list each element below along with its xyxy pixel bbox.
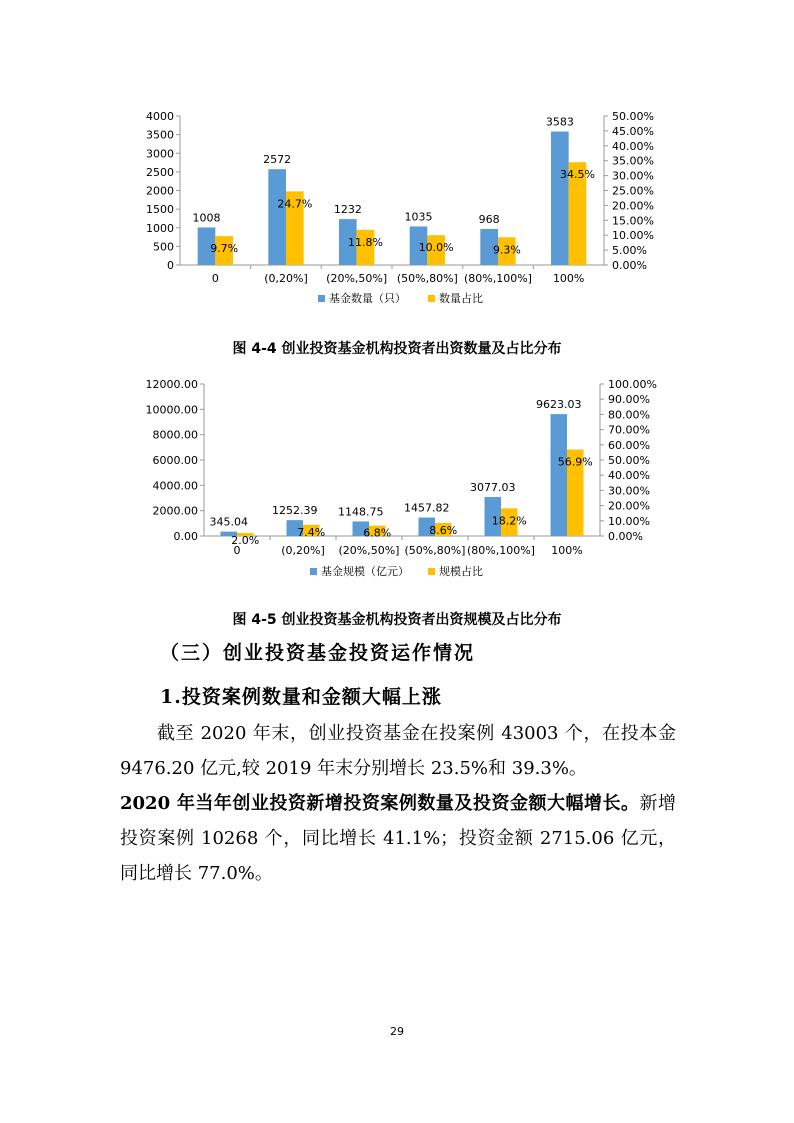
y2-tick-label: 5.00%	[612, 244, 647, 258]
x-tick-label: 100%	[552, 272, 585, 285]
bar-data-label: 2572	[263, 153, 292, 167]
chart-fund-scale-svg	[0, 372, 794, 597]
x-tick-label: (20%,50%]	[326, 272, 388, 285]
y2-tick-label: 15.00%	[612, 214, 654, 228]
y2-tick-label: 10.00%	[612, 229, 654, 243]
x-tick-label: (20%,50%]	[338, 544, 400, 557]
y2-tick-label: 70.00%	[608, 423, 650, 437]
legend-swatch	[428, 568, 435, 575]
chart-fund-scale	[0, 372, 794, 597]
legend-label: 数量占比	[439, 292, 483, 305]
y-tick-label: 0	[167, 259, 174, 272]
y2-tick-label: 80.00%	[608, 408, 650, 422]
share-data-label: 34.5%	[560, 168, 595, 182]
bar-data-label: 345.04	[209, 515, 248, 529]
y2-tick-label: 0.00%	[612, 259, 647, 272]
share-data-label: 18.2%	[491, 514, 527, 528]
y-tick-label: 10000.00	[145, 403, 198, 417]
y2-tick-label: 50.00%	[612, 110, 654, 123]
y2-tick-label: 30.00%	[612, 169, 654, 183]
share-data-label: 24.7%	[277, 197, 313, 211]
bar-data-label: 1252.39	[272, 504, 318, 518]
x-tick-label: 0	[211, 272, 219, 285]
y-tick-label: 3500	[146, 128, 174, 142]
y2-tick-label: 35.00%	[612, 154, 654, 168]
paragraph-2-bold: 2020 年当年创业投资新增投资案例数量及投资金额大幅增长。	[120, 793, 640, 814]
y2-tick-label: 30.00%	[608, 484, 650, 498]
y-tick-label: 500	[153, 240, 174, 254]
bar-data-label: 3583	[545, 115, 574, 129]
y2-tick-label: 90.00%	[608, 393, 650, 407]
share-data-label: 56.9%	[557, 455, 593, 469]
y-tick-label: 8000.00	[152, 428, 198, 442]
y-tick-label: 1500	[146, 203, 174, 217]
share-data-label: 8.6%	[429, 523, 458, 537]
chart-fund-count-caption: 图 4-4 创业投资基金机构投资者出资数量及占比分布	[232, 341, 562, 357]
x-tick-label: (80%,100%]	[464, 272, 532, 285]
y-tick-label: 1000	[146, 221, 174, 235]
x-tick-label: (0,20%]	[264, 272, 308, 285]
section-heading: （三）创业投资基金投资运作情况	[160, 642, 476, 664]
paragraph-2-rest: 新增投资案例 10268 个，同比增长 41.1%；投资金额 2715.06 亿元，同比增长 77.0%。	[120, 793, 676, 884]
y-tick-label: 4000	[146, 110, 174, 123]
y2-tick-label: 10.00%	[608, 514, 650, 528]
share-data-label: 11.8%	[348, 235, 383, 249]
chart-fund-scale-caption: 图 4-5 创业投资基金机构投资者出资规模及占比分布	[232, 612, 562, 628]
bar-data-label: 3077.03	[470, 481, 516, 495]
legend-swatch	[310, 568, 317, 575]
y-tick-label: 6000.00	[152, 454, 198, 467]
legend-label: 基金规模（亿元）	[321, 565, 409, 578]
x-tick-label: (50%,80%]	[396, 272, 458, 285]
y2-tick-label: 40.00%	[608, 469, 650, 483]
share-data-label: 6.8%	[363, 526, 392, 540]
chart-fund-count-svg	[0, 100, 794, 325]
x-tick-label: (50%,80%]	[404, 544, 466, 557]
bar-fund-scale	[551, 414, 568, 536]
bar-fund-count	[551, 132, 569, 265]
share-data-label: 7.4%	[297, 525, 326, 539]
y2-tick-label: 25.00%	[612, 184, 654, 198]
chart-fund-count	[0, 100, 794, 325]
share-data-label: 9.7%	[210, 242, 239, 256]
subheading: 1.投资案例数量和金额大幅上涨	[160, 686, 442, 708]
y2-tick-label: 20.00%	[608, 499, 650, 513]
page-number: 29	[390, 1025, 404, 1038]
y-tick-label: 2000.00	[152, 504, 198, 518]
y-tick-label: 4000.00	[152, 479, 198, 493]
bar-data-label: 1148.75	[338, 505, 384, 519]
bar-data-label: 1457.82	[404, 501, 450, 515]
bar-data-label: 1008	[192, 211, 221, 225]
share-data-label: 10.0%	[418, 241, 454, 255]
paragraph-2	[120, 786, 676, 891]
x-tick-label: 0	[233, 544, 241, 557]
y2-tick-label: 40.00%	[612, 139, 654, 153]
bar-data-label: 1035	[404, 210, 433, 224]
bar-data-label: 968	[478, 212, 500, 226]
y2-tick-label: 45.00%	[612, 124, 654, 138]
paragraph-1: 截至 2020 年末，创业投资基金在投案例 43003 个，在投本金 9476.20 亿元,较 2019 年末分别增长 23.5%和 39.3%。	[120, 723, 676, 779]
y2-tick-label: 50.00%	[608, 454, 650, 467]
bar-data-label: 1232	[333, 203, 362, 217]
bar-data-label: 9623.03	[536, 398, 582, 412]
y-tick-label: 2500	[146, 165, 174, 179]
y2-tick-label: 100.00%	[608, 378, 657, 391]
x-tick-label: (0,20%]	[281, 544, 325, 557]
y2-tick-label: 60.00%	[608, 438, 650, 452]
y-tick-label: 2000	[146, 184, 174, 198]
x-tick-label: (80%,100%]	[467, 544, 535, 557]
legend-swatch	[318, 295, 325, 302]
legend-label: 规模占比	[439, 565, 483, 578]
y2-tick-label: 0.00%	[608, 530, 643, 543]
y2-tick-label: 20.00%	[612, 199, 654, 213]
legend-label: 基金数量（只）	[329, 292, 406, 305]
share-data-label: 2.0%	[231, 533, 260, 547]
x-tick-label: 100%	[551, 544, 583, 557]
y-tick-label: 3000	[146, 147, 174, 161]
bar-fund-count	[268, 169, 286, 265]
share-data-label: 9.3%	[492, 243, 521, 257]
y-tick-label: 12000.00	[145, 378, 198, 391]
legend-swatch	[428, 295, 435, 302]
y-tick-label: 0.00	[173, 530, 198, 543]
